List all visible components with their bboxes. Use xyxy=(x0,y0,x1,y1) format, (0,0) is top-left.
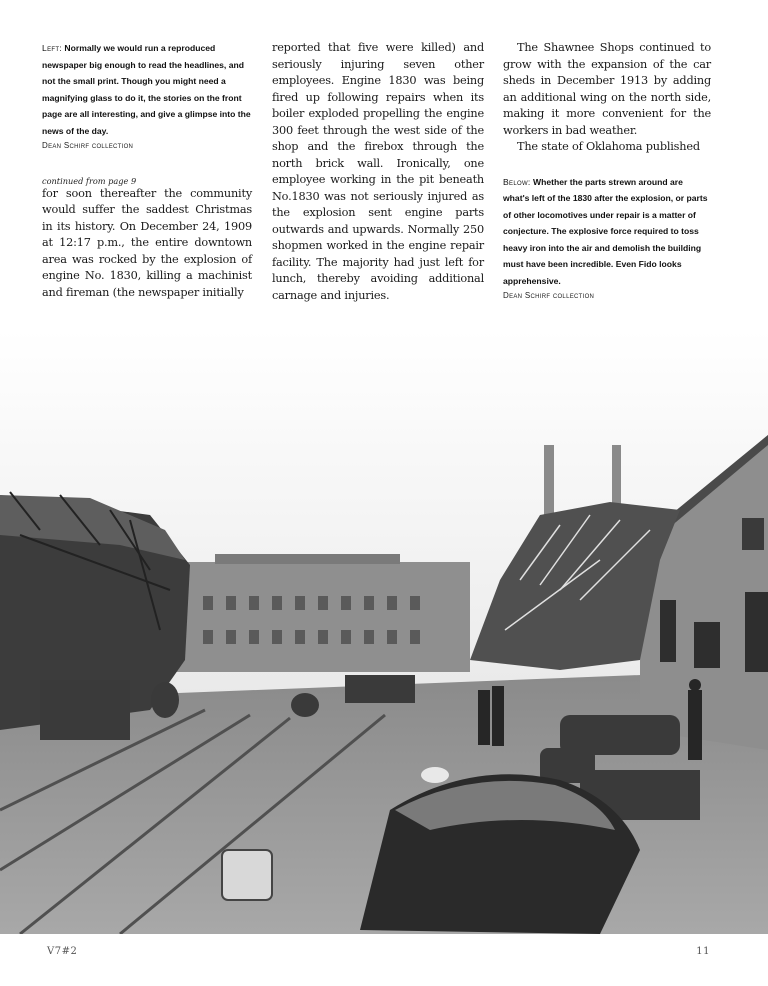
column-left xyxy=(42,40,252,301)
left-caption-lead: Left: xyxy=(42,43,62,53)
article-text-col2: reported that five were killed) and seriously injuring seven other employees. Engine 1830 was being fired up following repairs when its boiler exploded propelling the engine 300 feet through the west side of the shop and the firebox through the north brick wall. Ironically, one employee working in the pit beneath No.1830 was not seriously injured as the explosion sent engine parts outwards and upwards. Normally 250 shopmen worked in the engine repair facility. The majority had just left for lunch, thereby avoiding additional carnage and injuries. xyxy=(272,41,484,302)
below-caption-lead: Below: xyxy=(503,176,531,187)
article-text-col3-p2: The state of Oklahoma published xyxy=(517,140,700,153)
continued-from-label: continued from page 9 xyxy=(42,175,137,186)
left-caption xyxy=(42,40,252,140)
below-caption xyxy=(503,174,711,290)
column-right xyxy=(503,40,711,300)
explosion-photograph xyxy=(0,330,768,934)
explosion-photograph-art xyxy=(0,330,768,934)
photo-distant-shop-building xyxy=(175,554,470,672)
left-caption-text: Normally we would run a reproduced newspaper big enough to read the headlines, and not the small print. Though you might need a magnifying glass to do it, the stories on the front page are all interesting, and give a glimpse into the news of the day. xyxy=(42,43,251,136)
below-caption-credit: Dean Schirf collection xyxy=(503,290,595,300)
article-text-col3-p1: The Shawnee Shops continued to grow with the expansion of the car sheds in December 1913 by adding an additional wing on the north side, making it more convenient for the workers in bad weather. xyxy=(503,41,711,137)
page-number: 11 xyxy=(696,946,710,957)
issue-number: V7#2 xyxy=(47,946,78,957)
column-middle xyxy=(272,40,484,304)
below-caption-text: Whether the parts strewn around are what's left of the 1830 after the explosion, or parts of other locomotives under repair is a matter of conjecture. The explosive force required to toss heavy iron into the air and demolish the building must have been incredible. Even Fido looks apprehensive. xyxy=(503,176,708,287)
below-caption-block xyxy=(503,174,711,300)
article-text-col1: for soon thereafter the community would suffer the saddest Christmas in its history. On December 24, 1909 at 12:17 p.m., the entire downtown area was rocked by the explosion of engine No. 1830, killing a machinist and fireman (the newspaper initially xyxy=(42,186,252,299)
left-caption-credit: Dean Schirf collection xyxy=(42,140,134,150)
photo-dog xyxy=(421,767,449,783)
